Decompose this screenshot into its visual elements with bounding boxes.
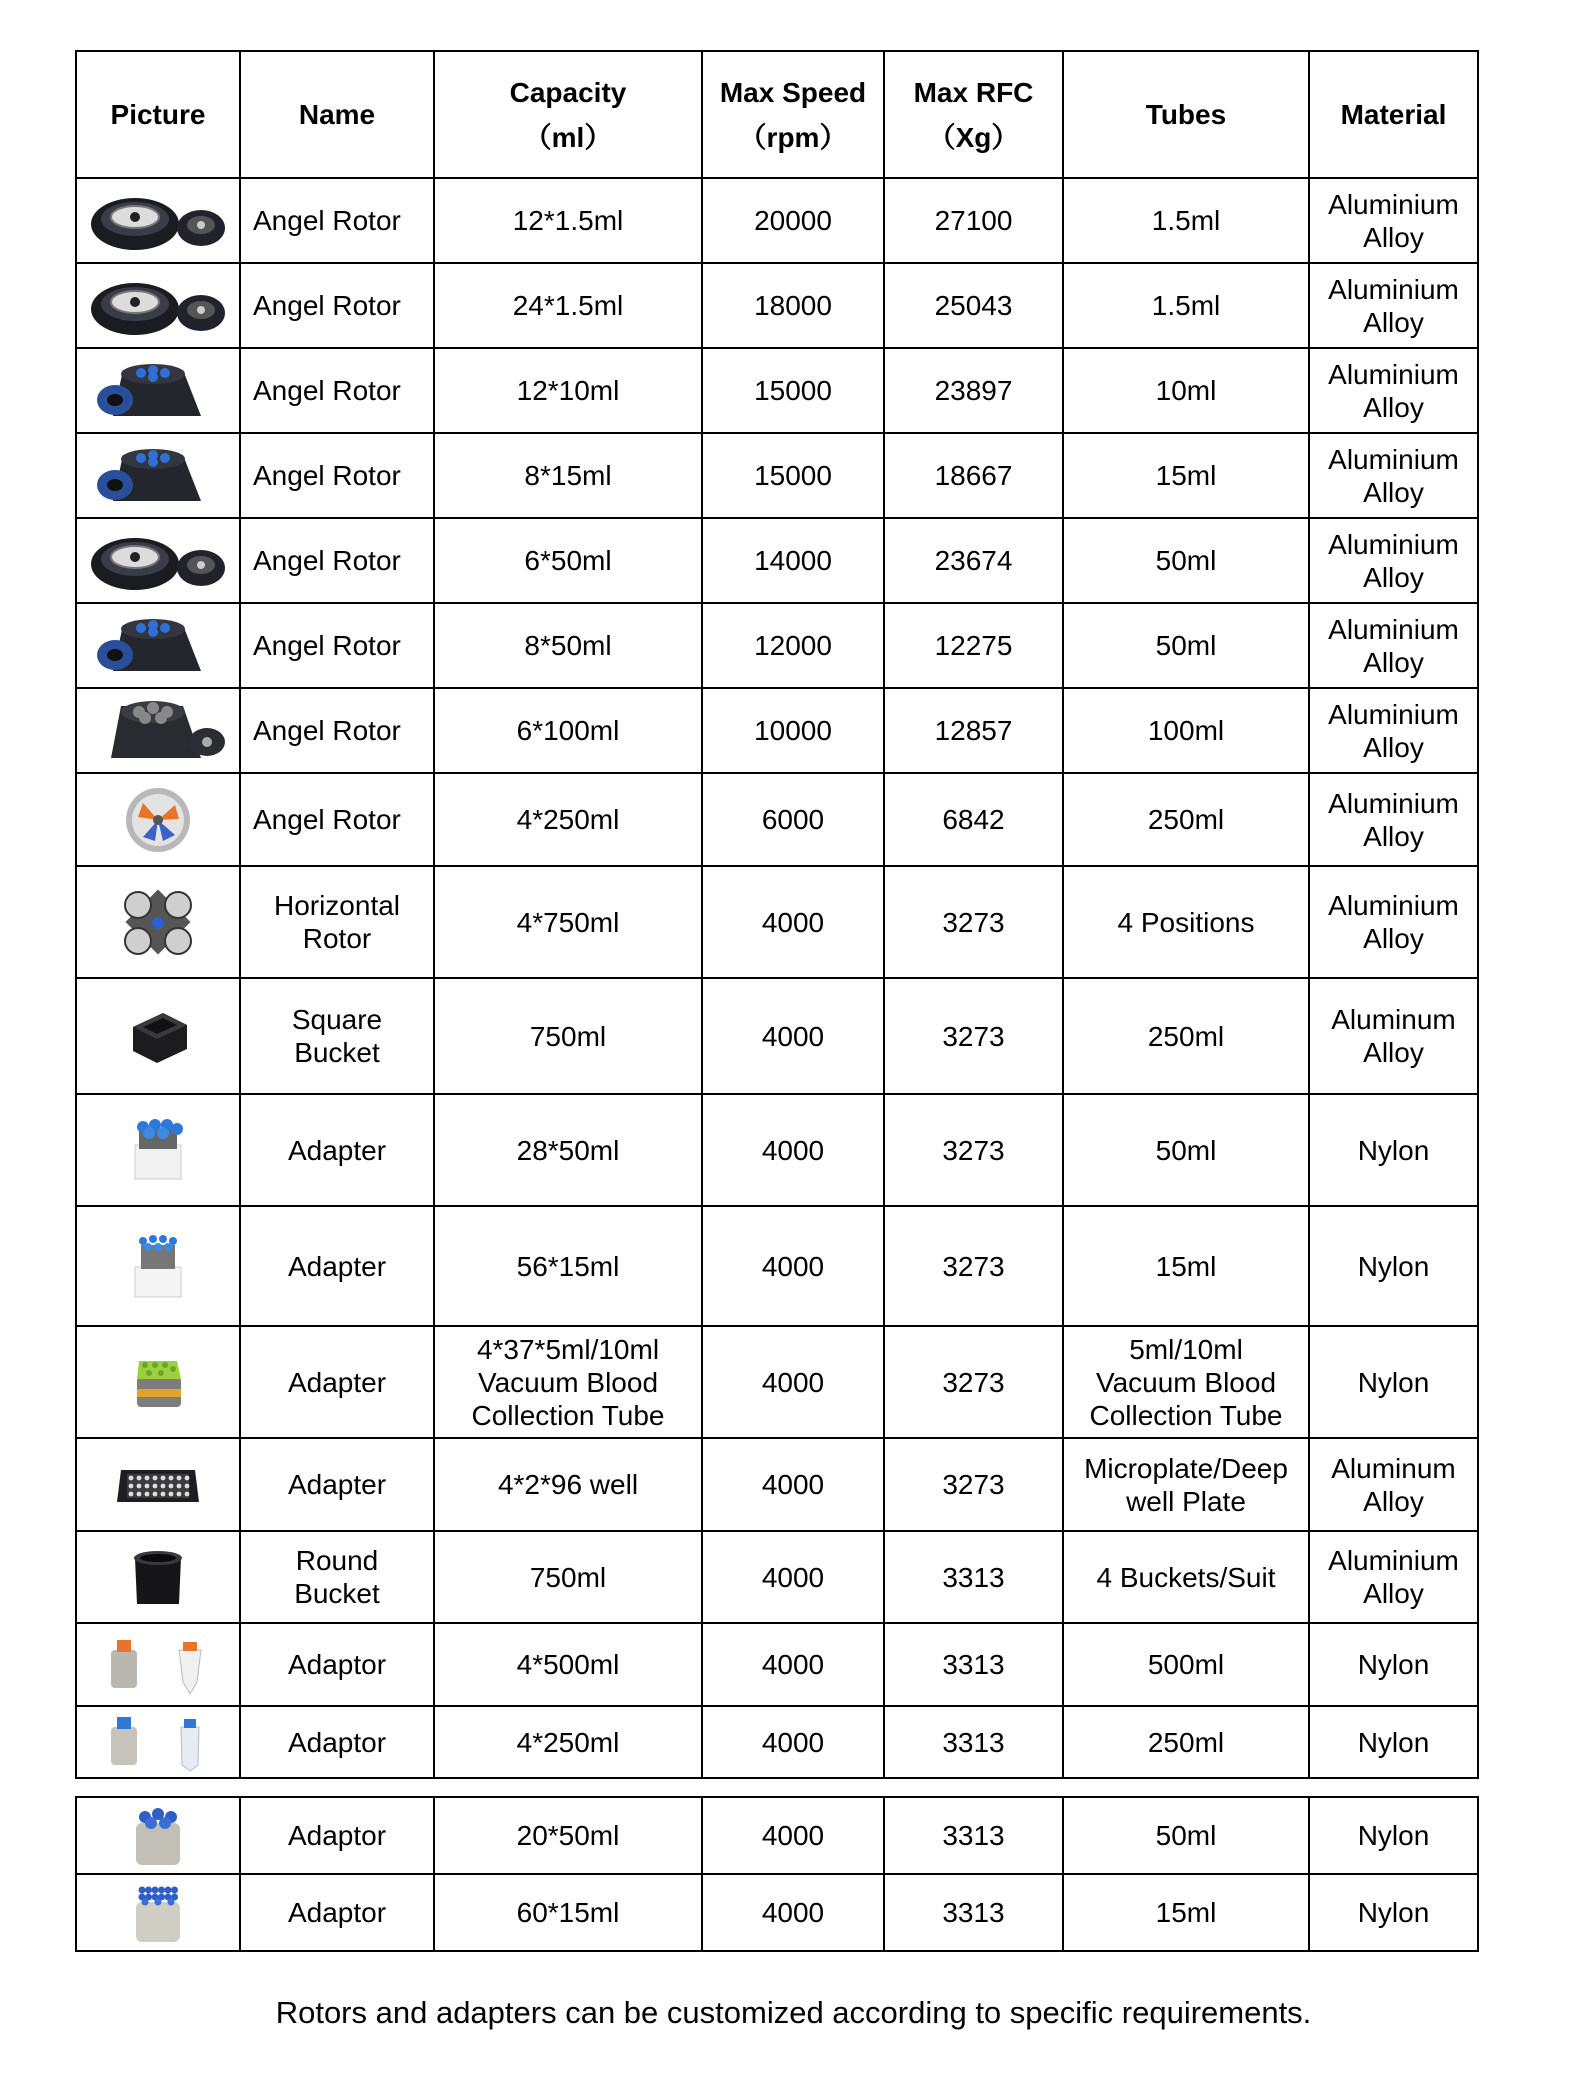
tubes-cell: 50ml: [1063, 1094, 1309, 1206]
capacity-cell: 60*15ml: [434, 1874, 702, 1951]
tubes-cell: 250ml: [1063, 978, 1309, 1094]
table-row: [76, 1438, 1478, 1531]
tubes-cell: 250ml: [1063, 773, 1309, 866]
max-speed-cell: 10000: [702, 688, 884, 773]
name-cell: Angel Rotor: [240, 178, 434, 263]
capacity-cell: 4*37*5ml/10ml Vacuum Blood Collection Tube: [434, 1326, 702, 1438]
table-row: [76, 978, 1478, 1094]
angle-rotor-dark-icon: [83, 271, 233, 341]
picture-cell: [76, 1206, 240, 1326]
capacity-cell: 24*1.5ml: [434, 263, 702, 348]
picture-cell: [76, 1706, 240, 1778]
material-cell: Aluminium Alloy: [1309, 518, 1478, 603]
material-cell: Aluminium Alloy: [1309, 688, 1478, 773]
max-speed-cell: 6000: [702, 773, 884, 866]
tubes-cell: 4 Positions: [1063, 866, 1309, 978]
tubes-cell: 5ml/10ml Vacuum Blood Collection Tube: [1063, 1326, 1309, 1438]
tubes-cell: Microplate/Deep well Plate: [1063, 1438, 1309, 1531]
material-cell: Aluminium Alloy: [1309, 866, 1478, 978]
max-rfc-cell: 3273: [884, 1438, 1063, 1531]
picture-cell: [76, 1326, 240, 1438]
max-rfc-cell: 27100: [884, 178, 1063, 263]
tubes-cell: 250ml: [1063, 1706, 1309, 1778]
material-cell: Nylon: [1309, 1797, 1478, 1874]
tubes-cell: 50ml: [1063, 603, 1309, 688]
name-cell: Adaptor: [240, 1797, 434, 1874]
table-row: [76, 866, 1478, 978]
table-row: [76, 518, 1478, 603]
picture-cell: [76, 978, 240, 1094]
header-row: [76, 51, 1478, 178]
angle-rotor-blue-icon: [83, 356, 233, 426]
horizontal-rotor-icon: [83, 887, 233, 957]
table-row: [76, 433, 1478, 518]
max-rfc-cell: 3313: [884, 1706, 1063, 1778]
capacity-cell: 56*15ml: [434, 1206, 702, 1326]
angle-rotor-blue-icon: [83, 611, 233, 681]
material-cell: Aluminium Alloy: [1309, 1531, 1478, 1623]
tubes-cell: 50ml: [1063, 518, 1309, 603]
max-rfc-cell: 6842: [884, 773, 1063, 866]
material-cell: Aluminum Alloy: [1309, 978, 1478, 1094]
max-rfc-cell: 3273: [884, 866, 1063, 978]
picture-cell: [76, 1438, 240, 1531]
header-capacity-unit: （ml）: [523, 121, 613, 153]
table-row: [76, 1531, 1478, 1623]
picture-cell: [76, 1797, 240, 1874]
capacity-cell: 8*15ml: [434, 433, 702, 518]
name-cell: Adapter: [240, 1438, 434, 1531]
max-speed-cell: 4000: [702, 1797, 884, 1874]
picture-cell: [76, 518, 240, 603]
angle-rotor-blue-icon: [83, 441, 233, 511]
header-max-speed-label: Max Speed: [719, 76, 867, 108]
capacity-cell: 28*50ml: [434, 1094, 702, 1206]
max-speed-cell: 20000: [702, 178, 884, 263]
angle-rotor-dark-icon: [83, 526, 233, 596]
picture-cell: [76, 866, 240, 978]
material-cell: Aluminium Alloy: [1309, 433, 1478, 518]
rotor-spec-table: [75, 50, 1479, 1779]
table-row: [76, 263, 1478, 348]
picture-cell: [76, 1623, 240, 1706]
capacity-cell: 20*50ml: [434, 1797, 702, 1874]
adaptor-250ml-icon: [83, 1707, 233, 1777]
table-row: [76, 1326, 1478, 1438]
max-rfc-cell: 3273: [884, 1326, 1063, 1438]
max-speed-cell: 15000: [702, 348, 884, 433]
name-cell: Angel Rotor: [240, 433, 434, 518]
max-speed-cell: 4000: [702, 978, 884, 1094]
material-cell: Nylon: [1309, 1623, 1478, 1706]
material-cell: Aluminium Alloy: [1309, 263, 1478, 348]
tubes-cell: 1.5ml: [1063, 178, 1309, 263]
header-max-speed: [702, 51, 884, 178]
header-material: Material: [1309, 51, 1478, 178]
max-speed-cell: 12000: [702, 603, 884, 688]
table-row: [76, 1797, 1478, 1874]
name-cell: Adapter: [240, 1206, 434, 1326]
header-tubes: Tubes: [1063, 51, 1309, 178]
picture-cell: [76, 263, 240, 348]
max-rfc-cell: 3313: [884, 1623, 1063, 1706]
max-rfc-cell: 3313: [884, 1531, 1063, 1623]
name-cell: Adaptor: [240, 1874, 434, 1951]
max-rfc-cell: 12857: [884, 688, 1063, 773]
table-row: [76, 773, 1478, 866]
max-speed-cell: 4000: [702, 866, 884, 978]
material-cell: Nylon: [1309, 1326, 1478, 1438]
name-cell: Angel Rotor: [240, 263, 434, 348]
table-row: [76, 1874, 1478, 1951]
table-row: [76, 1206, 1478, 1326]
max-speed-cell: 15000: [702, 433, 884, 518]
material-cell: Nylon: [1309, 1206, 1478, 1326]
header-max-rfc: [884, 51, 1063, 178]
max-rfc-cell: 25043: [884, 263, 1063, 348]
material-cell: Aluminium Alloy: [1309, 773, 1478, 866]
capacity-cell: 12*10ml: [434, 348, 702, 433]
name-cell: Adaptor: [240, 1706, 434, 1778]
max-rfc-cell: 12275: [884, 603, 1063, 688]
max-speed-cell: 4000: [702, 1438, 884, 1531]
picture-cell: [76, 178, 240, 263]
max-rfc-cell: 3273: [884, 978, 1063, 1094]
capacity-cell: 6*100ml: [434, 688, 702, 773]
material-cell: Nylon: [1309, 1874, 1478, 1951]
tubes-cell: 500ml: [1063, 1623, 1309, 1706]
max-rfc-cell: 3313: [884, 1874, 1063, 1951]
name-cell: Angel Rotor: [240, 518, 434, 603]
max-speed-cell: 4000: [702, 1531, 884, 1623]
capacity-cell: 750ml: [434, 978, 702, 1094]
header-capacity: [434, 51, 702, 178]
square-bucket-icon: [83, 1001, 233, 1071]
picture-cell: [76, 688, 240, 773]
max-rfc-cell: 3273: [884, 1094, 1063, 1206]
max-speed-cell: 4000: [702, 1874, 884, 1951]
name-cell: Angel Rotor: [240, 688, 434, 773]
picture-cell: [76, 773, 240, 866]
header-picture: Picture: [76, 51, 240, 178]
name-cell: Horizontal Rotor: [240, 866, 434, 978]
capacity-cell: 12*1.5ml: [434, 178, 702, 263]
adapter-15ml-icon: [83, 1231, 233, 1301]
material-cell: Nylon: [1309, 1706, 1478, 1778]
max-speed-cell: 4000: [702, 1623, 884, 1706]
material-cell: Nylon: [1309, 1094, 1478, 1206]
adaptor-500ml-icon: [83, 1630, 233, 1700]
max-rfc-cell: 3313: [884, 1797, 1063, 1874]
adapter-50ml-icon: [83, 1115, 233, 1185]
adaptor-60x15ml-icon: [83, 1878, 233, 1948]
name-cell: Angel Rotor: [240, 348, 434, 433]
tubes-cell: 50ml: [1063, 1797, 1309, 1874]
header-name: Name: [240, 51, 434, 178]
header-max-rfc-label: Max RFC: [913, 76, 1034, 108]
tubes-cell: 10ml: [1063, 348, 1309, 433]
tubes-cell: 15ml: [1063, 1874, 1309, 1951]
capacity-cell: 4*750ml: [434, 866, 702, 978]
max-rfc-cell: 18667: [884, 433, 1063, 518]
material-cell: Aluminium Alloy: [1309, 348, 1478, 433]
capacity-cell: 750ml: [434, 1531, 702, 1623]
max-speed-cell: 4000: [702, 1094, 884, 1206]
table-row: [76, 1094, 1478, 1206]
picture-cell: [76, 603, 240, 688]
max-rfc-cell: 23674: [884, 518, 1063, 603]
adaptor-20x50ml-icon: [83, 1801, 233, 1871]
picture-cell: [76, 1874, 240, 1951]
tubes-cell: 1.5ml: [1063, 263, 1309, 348]
name-cell: Adapter: [240, 1094, 434, 1206]
max-speed-cell: 4000: [702, 1206, 884, 1326]
max-rfc-cell: 3273: [884, 1206, 1063, 1326]
table-row: [76, 348, 1478, 433]
name-cell: Adaptor: [240, 1623, 434, 1706]
material-cell: Aluminium Alloy: [1309, 178, 1478, 263]
material-cell: Aluminium Alloy: [1309, 603, 1478, 688]
round-bucket-icon: [83, 1542, 233, 1612]
picture-cell: [76, 433, 240, 518]
customization-footnote: Rotors and adapters can be customized according to specific requirements.: [275, 1995, 1312, 2030]
header-capacity-label: Capacity: [509, 76, 627, 108]
tubes-cell: 15ml: [1063, 433, 1309, 518]
max-speed-cell: 18000: [702, 263, 884, 348]
table-row: [76, 1623, 1478, 1706]
microplate-carrier-icon: [83, 1450, 233, 1520]
max-rfc-cell: 23897: [884, 348, 1063, 433]
capacity-cell: 6*50ml: [434, 518, 702, 603]
name-cell: Angel Rotor: [240, 603, 434, 688]
capacity-cell: 4*250ml: [434, 1706, 702, 1778]
tubes-cell: 100ml: [1063, 688, 1309, 773]
angle-rotor-dark-icon: [83, 186, 233, 256]
table-row: [76, 1706, 1478, 1778]
tubes-cell: 15ml: [1063, 1206, 1309, 1326]
name-cell: Round Bucket: [240, 1531, 434, 1623]
name-cell: Angel Rotor: [240, 773, 434, 866]
adaptor-spec-table: [75, 1796, 1479, 1952]
round-rotor-orange-icon: [83, 785, 233, 855]
picture-cell: [76, 348, 240, 433]
max-speed-cell: 4000: [702, 1326, 884, 1438]
max-speed-cell: 14000: [702, 518, 884, 603]
tubes-cell: 4 Buckets/Suit: [1063, 1531, 1309, 1623]
adapter-vacuum-tube-icon: [83, 1347, 233, 1417]
picture-cell: [76, 1531, 240, 1623]
table-row: [76, 178, 1478, 263]
max-speed-cell: 4000: [702, 1706, 884, 1778]
capacity-cell: 4*250ml: [434, 773, 702, 866]
table-row: [76, 603, 1478, 688]
name-cell: Adapter: [240, 1326, 434, 1438]
capacity-cell: 4*500ml: [434, 1623, 702, 1706]
capacity-cell: 8*50ml: [434, 603, 702, 688]
name-cell: Square Bucket: [240, 978, 434, 1094]
capacity-cell: 4*2*96 well: [434, 1438, 702, 1531]
header-max-speed-unit: （rpm）: [738, 121, 848, 153]
picture-cell: [76, 1094, 240, 1206]
header-max-rfc-unit: （Xg）: [927, 121, 1020, 153]
material-cell: Aluminum Alloy: [1309, 1438, 1478, 1531]
angle-rotor-grey-icon: [83, 696, 233, 766]
table-row: [76, 688, 1478, 773]
